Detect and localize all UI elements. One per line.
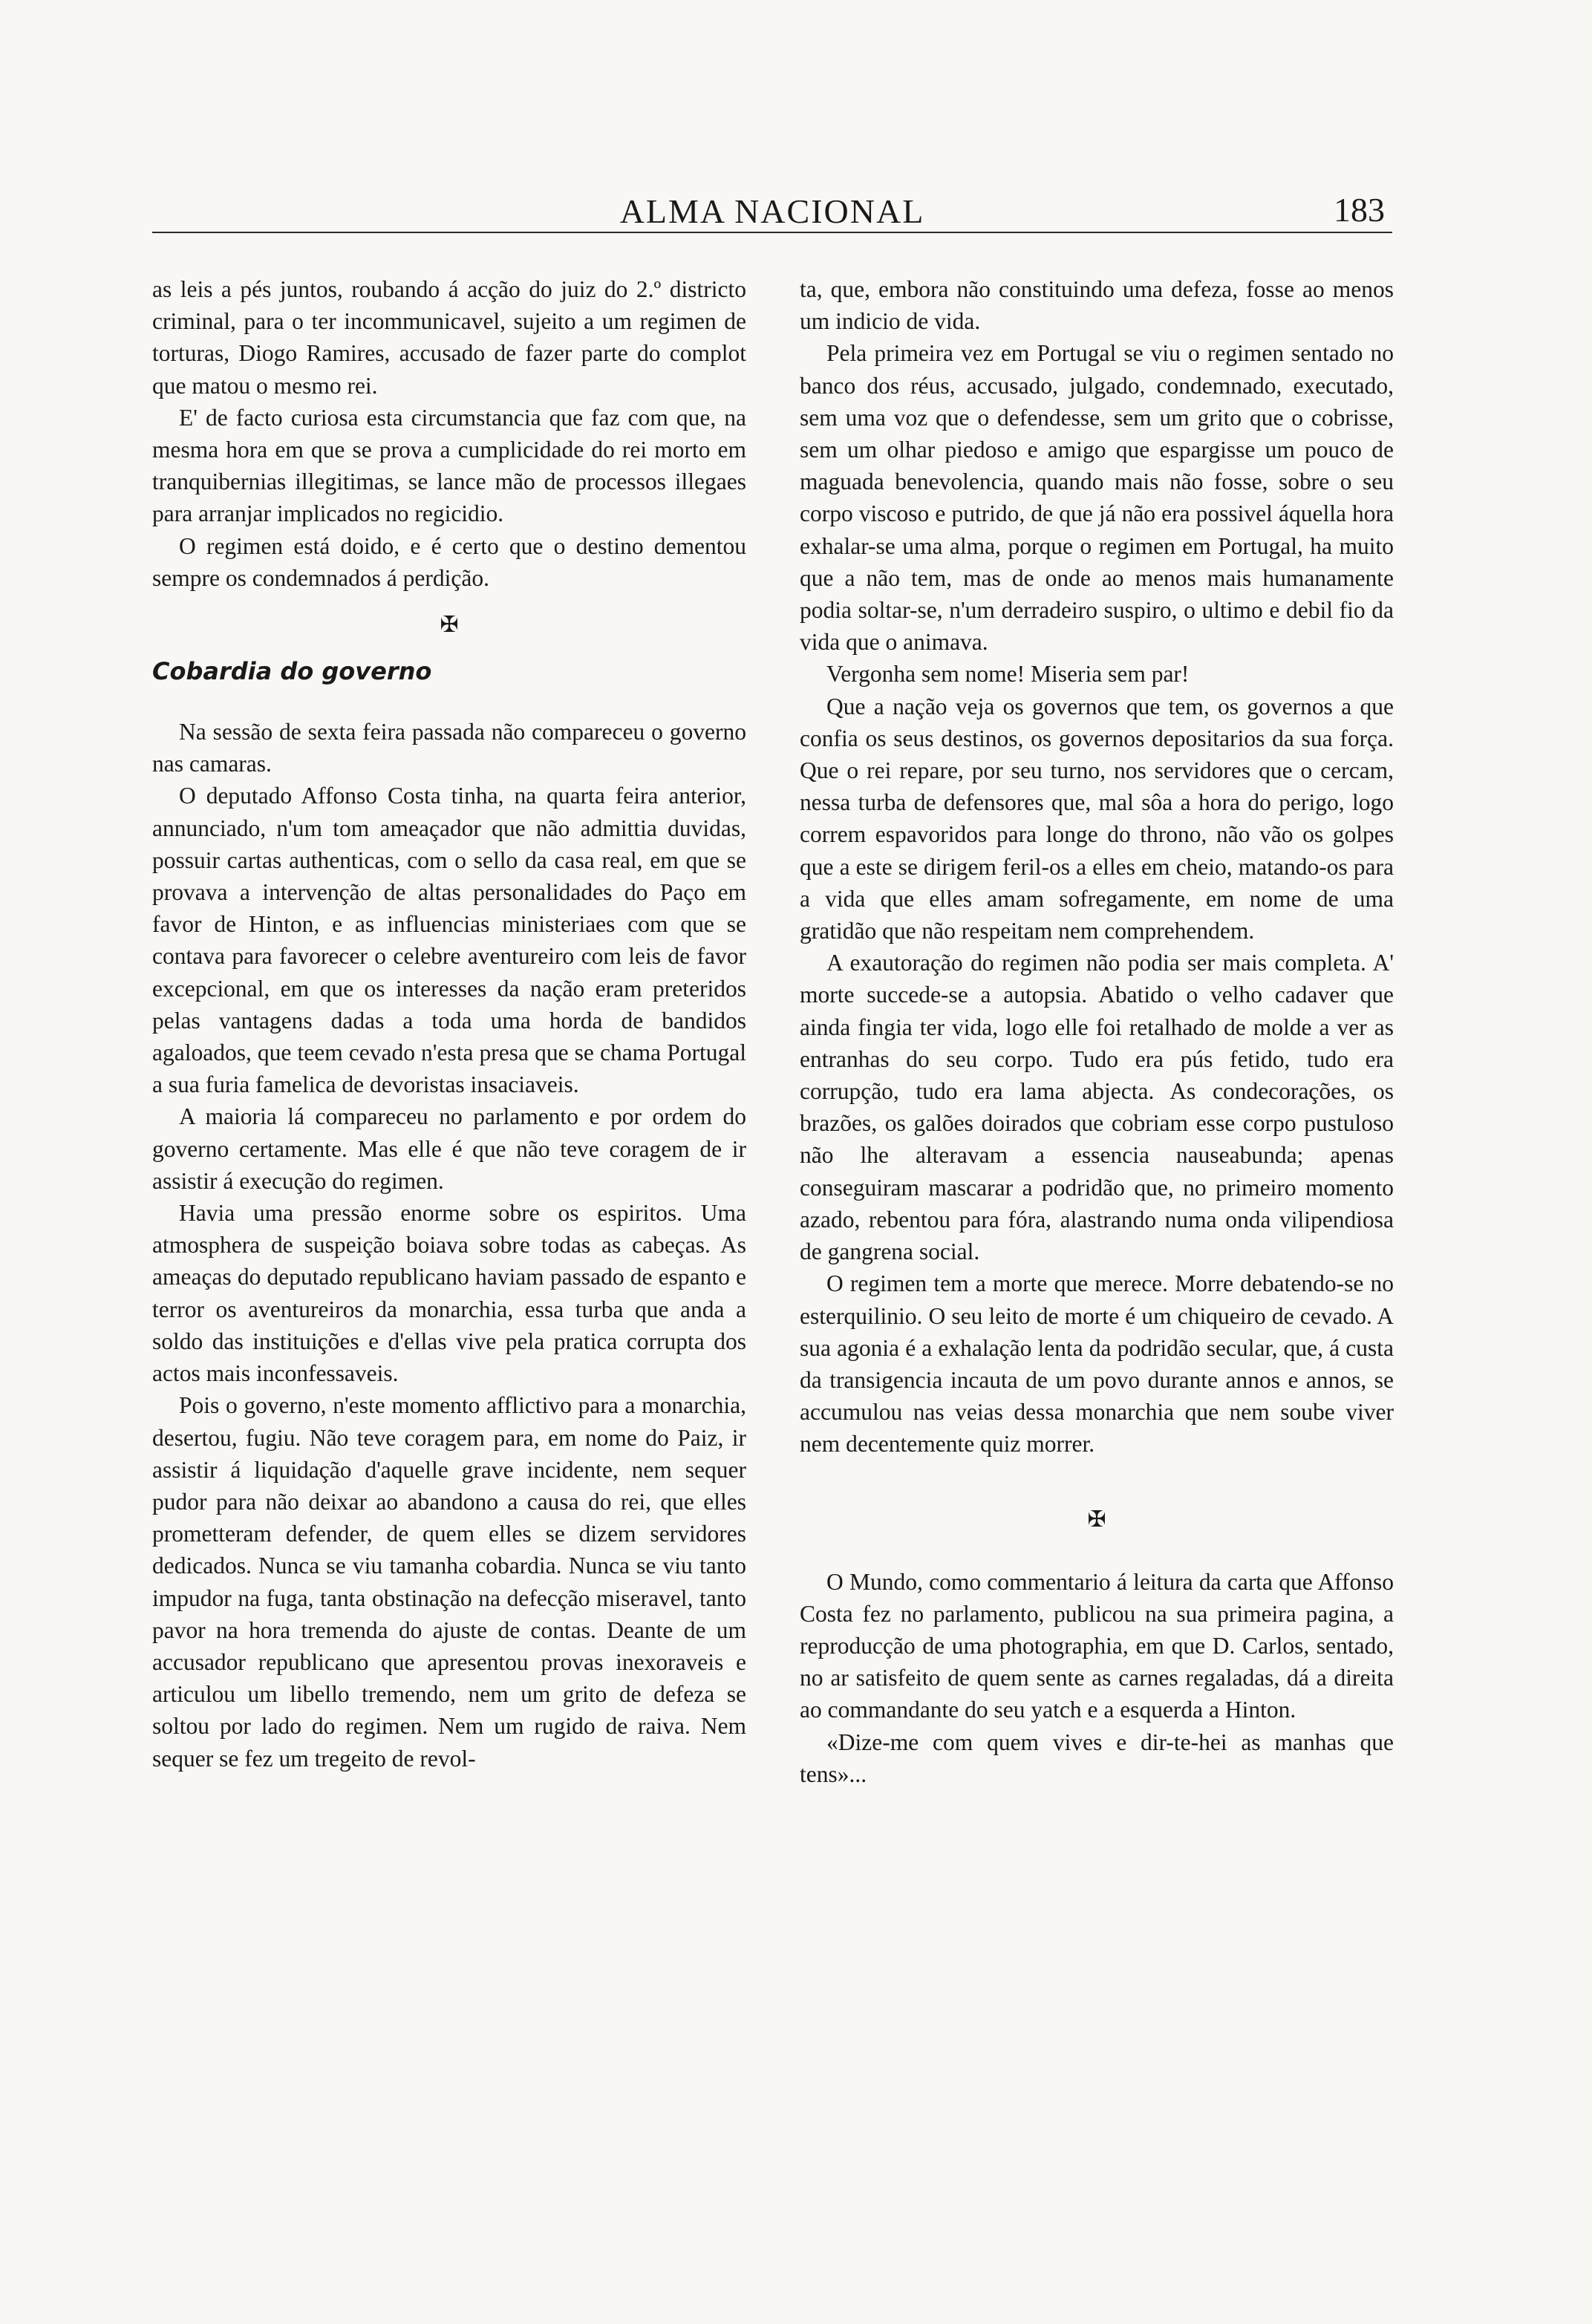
paragraph: A maioria lá compareceu no parlamento e por ordem do governo certamente. Mas elle é que não teve coragem de ir assistir á execução do regimen. xyxy=(152,1103,746,1194)
paragraph: A exautoração do regimen não podia ser mais completa. A' morte succede-se a autopsia. Abatido o velho cadaver que ainda fingia ter vida, logo elle foi retalhado de molde a ver as entranhas do seu corpo. Tudo era pús fetido, tudo era corrupção, tudo era lama abjecta. As condecorações, os brazões, os galões doirados que cobriam esse corpo pustuloso não lhe alteravam a essencia nauseabunda; apenas conseguiram mascarar a podridão que, no primeiro momento azado, rebentou para fóra, alastrando numa onda vilipendiosa de gangrena social. xyxy=(800,950,1394,1265)
section-title: Cobardia do governo xyxy=(152,657,432,686)
paragraph: O deputado Affonso Costa tinha, na quarta feira anterior, annunciado, n'um tom ameaçador que não admittia duvidas, possuir cartas authenticas, com o sello da casa real, em que se provava a intervenção de altas personalidades do Paço em favor de Hinton, e as influencias ministeriaes com que se contava para favorecer o celebre aventureiro com leis de favor excepcional, em que os interesses da nação eram preteridos pelas vantagens dadas a toda uma horda de bandidos agaloados, que teem cevado n'esta presa que se chama Portugal a sua furia famelica de devoristas insaciaveis. xyxy=(152,783,746,1098)
paragraph: Que a nação veja os governos que tem, os governos a que confia os seus destinos, os governos depositarios da sua força. Que o rei repare, por seu turno, nos servidores que o cercam, nessa turba de defensores que, mal sôa a hora do perigo, logo correm espavoridos para longe do throno, não vão os golpes que a este se dirigem feril-os a elles em cheio, matando-os para a vida que elles amam sofregamente, em nome de uma gratidão que não respeitam nem comprehendem. xyxy=(800,693,1394,944)
page-number: 183 xyxy=(1334,191,1385,229)
paragraph: Pois o governo, n'este momento afflictivo para a monarchia, desertou, fugiu. Não teve coragem para, em nome do Paiz, ir assistir á liquidação d'aquelle grave incidente, nem sequer pudor para não deixar ao abandono a causa do rei, que elles prometteram defender, de quem elles se dizem servidores dedicados. Nunca se viu tamanha cobardia. Nunca se viu tanto impudor na fuga, tanta obstinação na defecção miseravel, tanto pavor na hora tremenda do ajuste de contas. Deante de um accusador republicano que apresentou provas inexoraveis e articulou um libello tremendo, nem um grito de defeza se soltou por lado do regimen. Nem um rugido de raiva. Nem sequer se fez um tregeito de revol- xyxy=(152,1392,746,1772)
paragraph: E' de facto curiosa esta circumstancia que faz com que, na mesma hora em que se prova a cumplicidade do rei morto em tranquibernias illegitimas, se lance mão de processos illegaes para arranjar implicados no regicidio. xyxy=(152,404,746,527)
paragraph: Na sessão de sexta feira passada não compareceu o governo nas camaras. xyxy=(152,719,746,777)
running-header xyxy=(152,186,1392,233)
journal-title: ALMA NACIONAL xyxy=(619,192,925,230)
paragraph: ta, que, embora não constituindo uma defeza, fosse ao menos um indicio de vida. xyxy=(800,276,1394,335)
section-ornament-icon: ✠ xyxy=(440,612,459,639)
paragraph: Pela primeira vez em Portugal se viu o regimen sentado no banco dos réus, accusado, julgado, condemnado, executado, sem uma voz que o defendesse, sem um grito que o cobrisse, sem um olhar piedoso e amigo que espargisse um pouco de maguada benevolencia, quando mais não fosse, sobre o seu corpo viscoso e putrido, de que já não era possivel áquella hora exhalar-se uma alma, porque o regimen em Portugal, ha muito que a não tem, mas de onde ao menos mais humanamente podia soltar-se, n'um derradeiro suspiro, o ultimo e debil fio da vida que o animava. xyxy=(800,340,1394,656)
paragraph: Vergonha sem nome! Miseria sem par! xyxy=(826,661,1190,688)
section-ornament-icon: ✠ xyxy=(1087,1506,1106,1533)
paragraph: O Mundo, como commentario á leitura da carta que Affonso Costa fez no parlamento, publicou na sua primeira pagina, a reproducção de uma photographia, em que D. Carlos, sentado, no ar satisfeito de quem sente as carnes regaladas, dá a direita ao commandante do seu yatch e a esquerda a Hinton. xyxy=(800,1568,1394,1723)
paragraph: O regimen está doido, e é certo que o destino dementou sempre os condemnados á perdição. xyxy=(152,532,746,591)
paragraph: Havia uma pressão enorme sobre os espiritos. Uma atmosphera de suspeição boiava sobre todas as cabeças. As ameaças do deputado republicano haviam passado de espanto e terror os aventureiros da monarchia, essa turba que anda a soldo das instituições e d'ellas vive pela pratica corrupta dos actos mais inconfessaveis. xyxy=(152,1200,746,1387)
paragraph: as leis a pés juntos, roubando á acção do juiz do 2.º districto criminal, para o ter incommunicavel, sujeito a um regimen de torturas, Diogo Ramires, accusado de fazer parte do complot que matou o mesmo rei. xyxy=(152,276,746,399)
paragraph: O regimen tem a morte que merece. Morre debatendo-se no esterquilinio. O seu leito de morte é um chiqueiro de cevado. A sua agonia é a exhalação lenta da podridão secular, que, á custa da transigencia incauta de um povo durante annos e annos, se accumulou nas veias dessa monarchia que nem soube viver nem decentemente quiz morrer. xyxy=(800,1270,1394,1458)
right-column xyxy=(800,273,1394,1790)
paragraph: «Dize-me com quem vives e dir-te-hei as manhas que tens»... xyxy=(800,1729,1394,1787)
left-column xyxy=(152,273,746,1775)
